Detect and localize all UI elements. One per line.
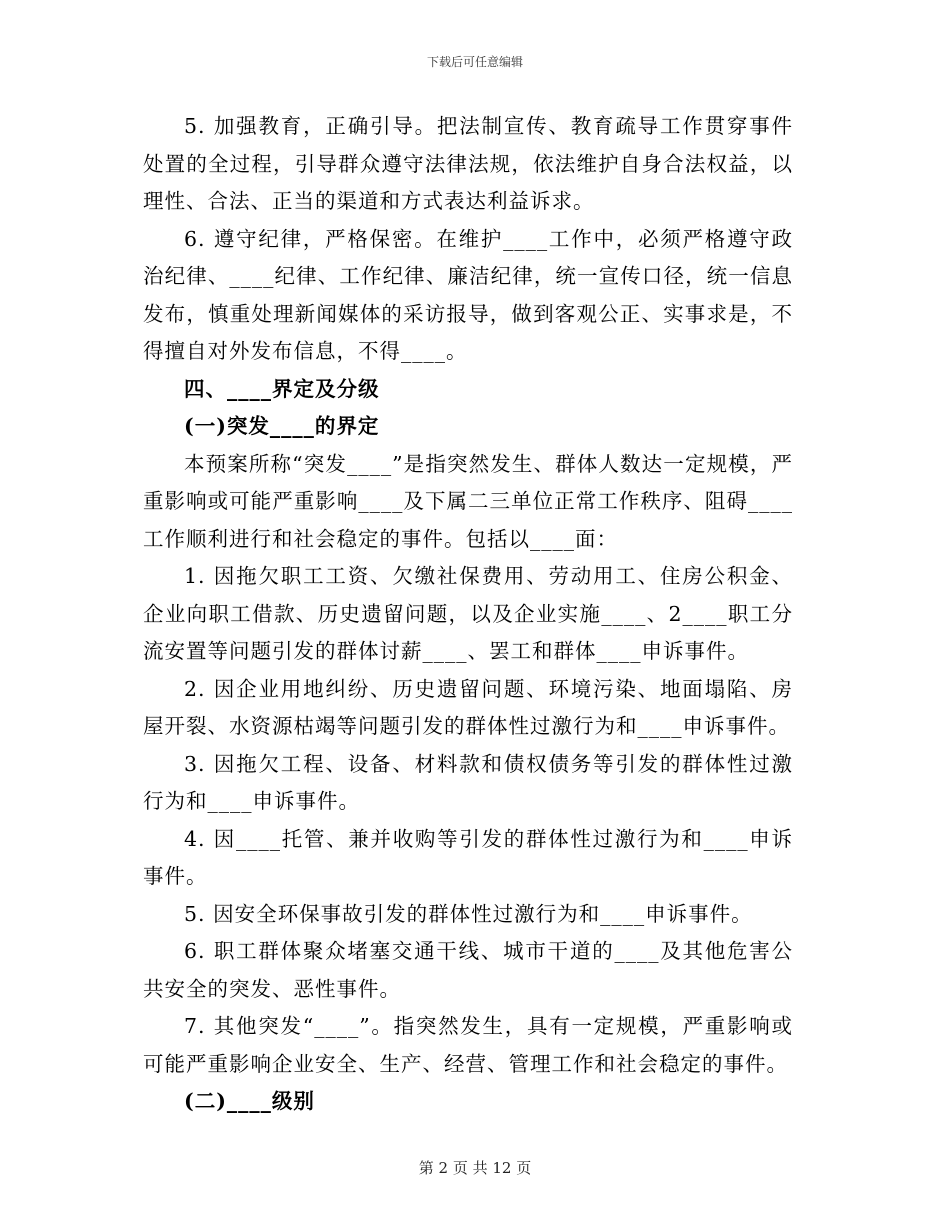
list-item-1: 1. 因拖欠职工工资、欠缴社保费用、劳动用工、住房公积金、企业向职工借款、历史遗留问题，以及企业实施____、2____职工分流安置等问题引发的群体讨薪____、罢工和群体____申诉事件。 (143, 564, 793, 663)
paragraph-item-6-discipline: 6. 遵守纪律，严格保密。在维护____工作中，必须严格遵守政治纪律、____纪律、工作纪律、廉洁纪律，统一宣传口径，统一信息发布，慎重处理新闻媒体的采访报导，做到客观公正、实事求是，不得擅自对外发布信息，不得____。 (143, 226, 793, 363)
page-footer: 第 2 页 共 12 页 (418, 1159, 532, 1177)
list-item-3: 3. 因拖欠工程、设备、材料款和债权债务等引发的群体性过激行为和____申诉事件。 (143, 751, 793, 813)
list-item-5: 5. 因安全环保事故引发的群体性过激行为和____申诉事件。 (184, 901, 753, 926)
list-item-6: 6. 职工群体聚众堵塞交通干线、城市干道的____及其他危害公共安全的突发、恶性事件。 (143, 939, 793, 1001)
section-heading-4: 四、____界定及分级 (184, 376, 380, 401)
list-item-7: 7. 其他突发“____”。指突然发生，具有一定规模，严重影响或可能严重影响企业安全、生产、经营、管理工作和社会稳定的事件。 (143, 1014, 793, 1076)
list-item-4: 4. 因____托管、兼并收购等引发的群体性过激行为和____申诉事件。 (143, 826, 793, 888)
list-item-2: 2. 因企业用地纠纷、历史遗留问题、环境污染、地面塌陷、房屋开裂、水资源枯竭等问题引发的群体性过激行为和____申诉事件。 (143, 676, 793, 738)
paragraph-definition: 本预案所称“突发____”是指突然发生、群体人数达一定规模，严重影响或可能严重影响____及下属二三单位正常工作秩序、阻碍____工作顺利进行和社会稳定的事件。包括以____面： (143, 451, 793, 551)
document-body (143, 108, 793, 1121)
paragraph-item-5-education: 5. 加强教育，正确引导。把法制宣传、教育疏导工作贯穿事件处置的全过程，引导群众遵守法律法规，依法维护自身合法权益，以理性、合法、正当的渠道和方式表达利益诉求。 (143, 114, 793, 213)
subsection-heading-2: (二)____级别 (184, 1089, 315, 1113)
page-header: 下载后可任意编辑 (426, 55, 523, 69)
subsection-heading-1: (一)突发____的界定 (184, 414, 380, 438)
